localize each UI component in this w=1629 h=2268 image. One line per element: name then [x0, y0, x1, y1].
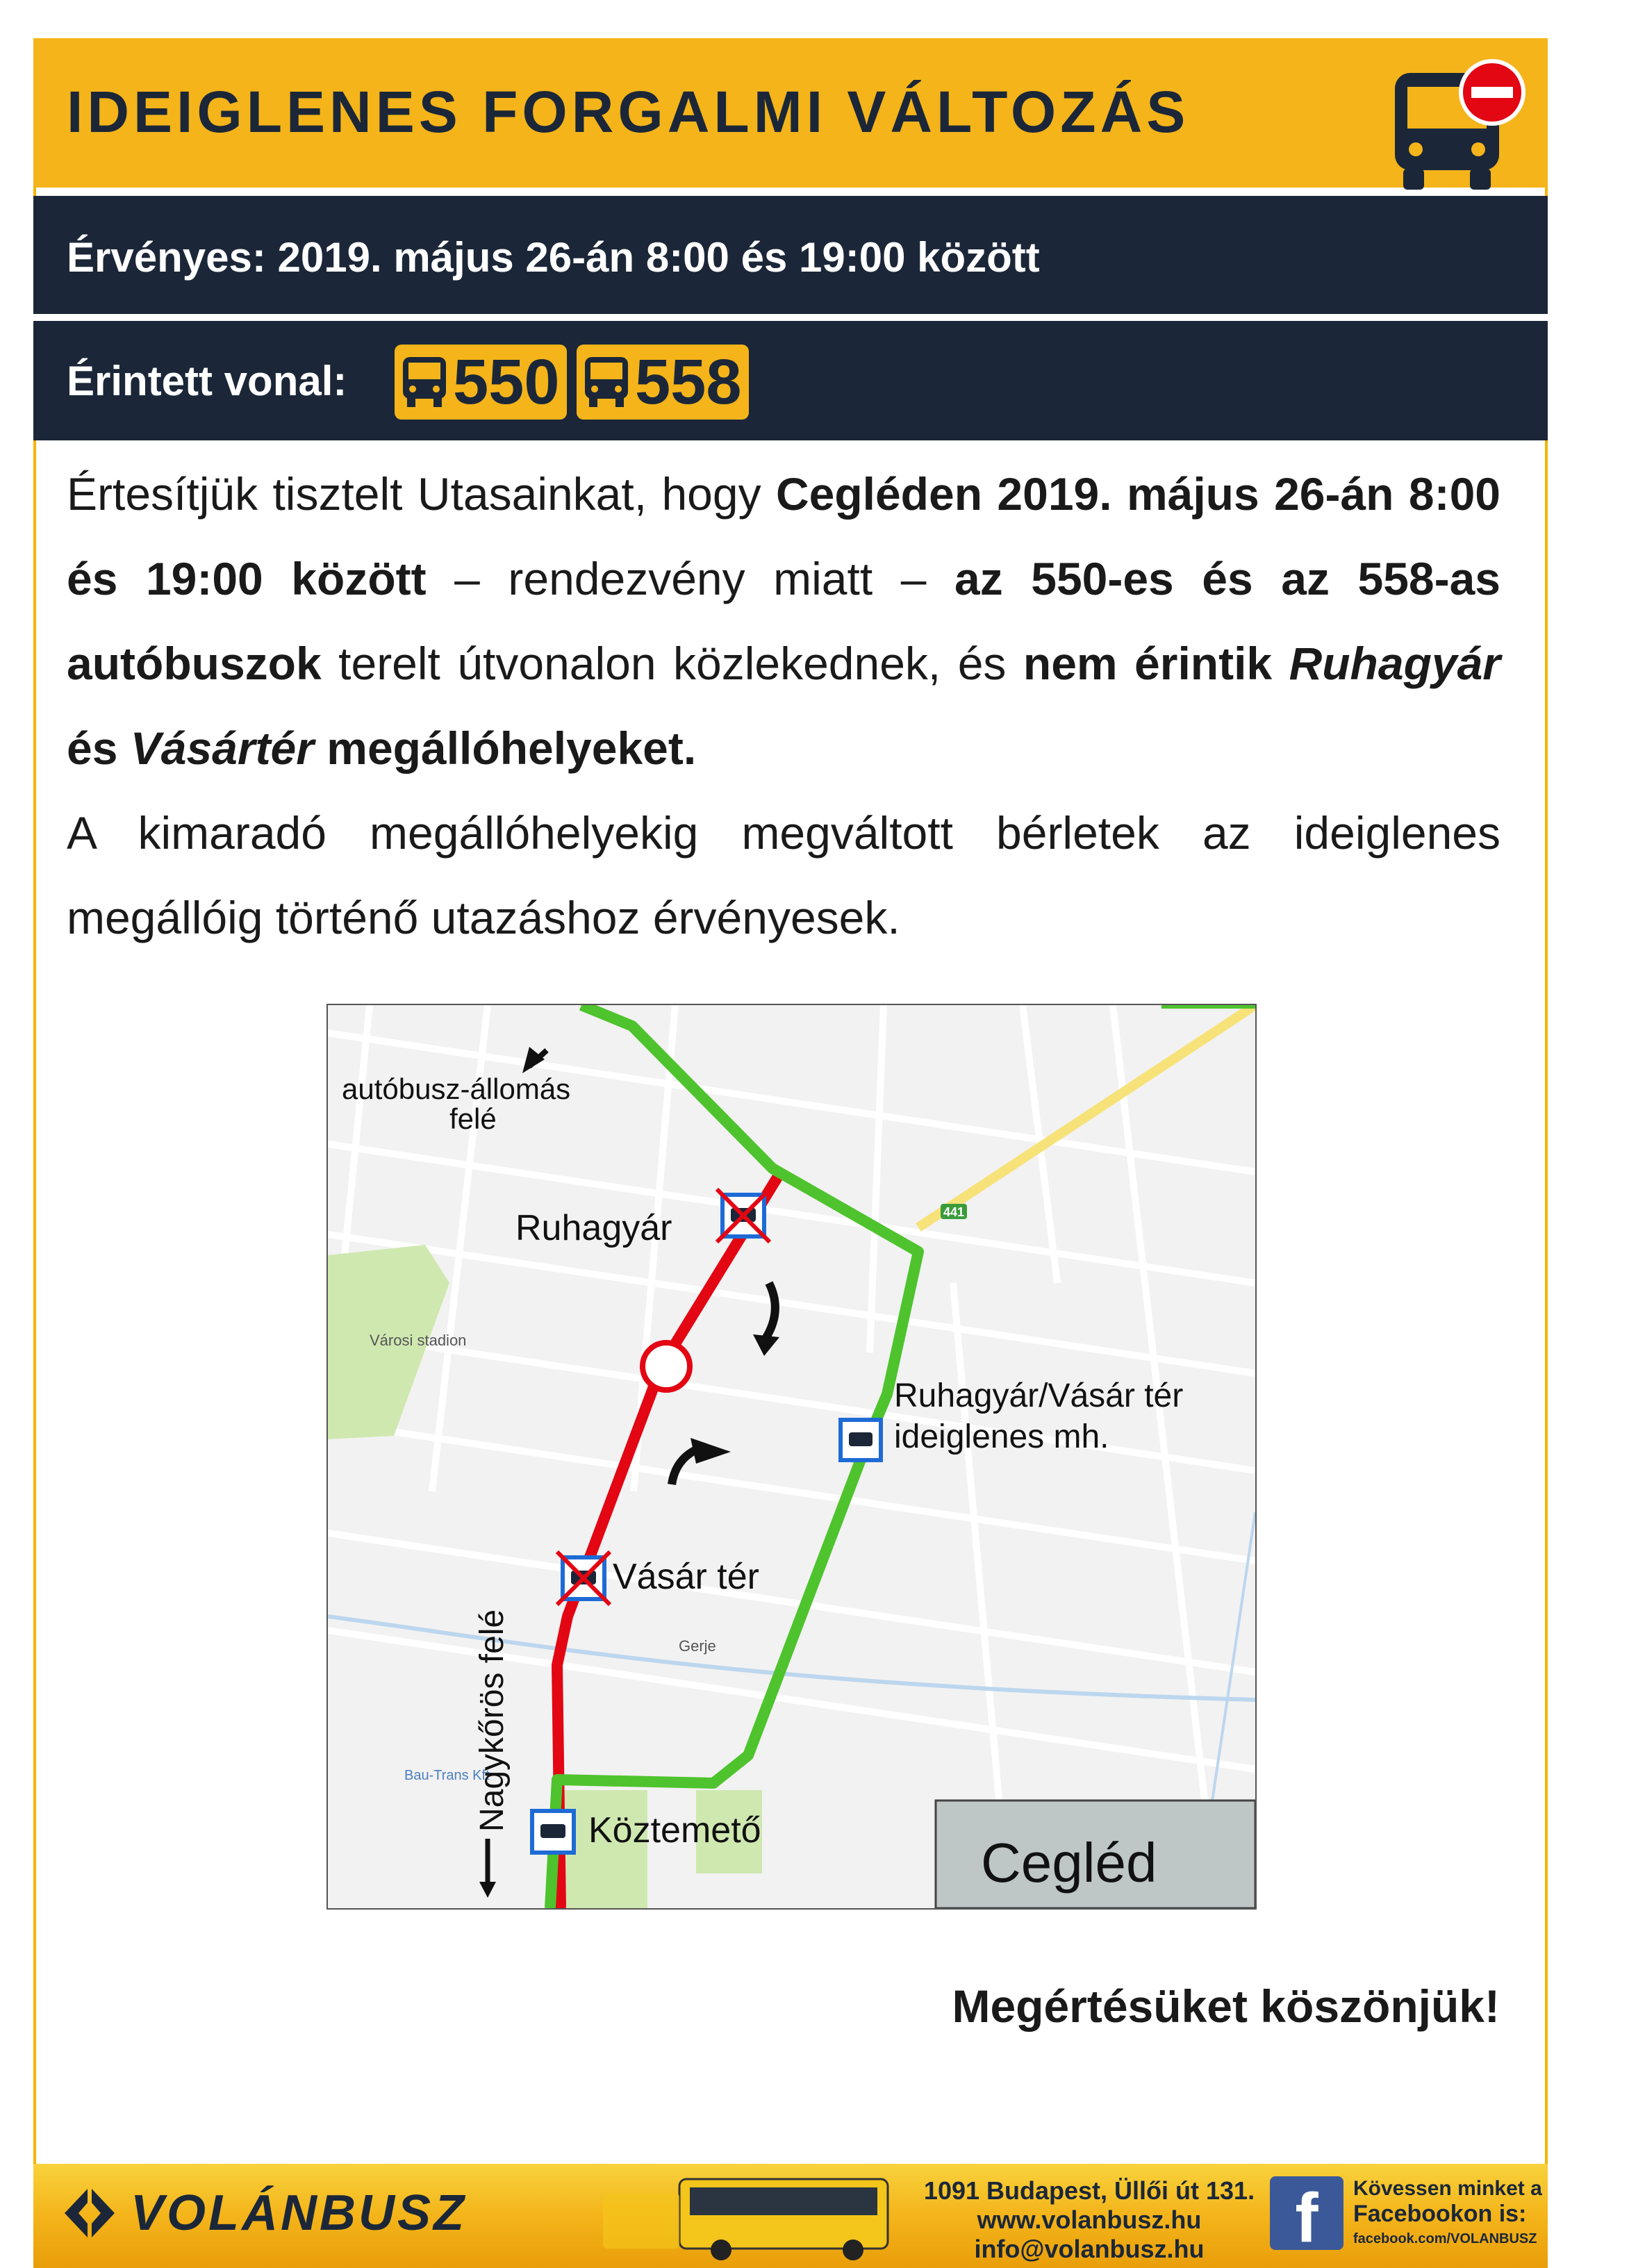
- stop-vasarter-icon: [557, 1552, 610, 1605]
- route-map: [326, 1004, 1257, 1910]
- stadium-label: Városi stadion: [370, 1332, 467, 1349]
- validity-text: Érvényes: 2019. május 26-án 8:00 és 19:00 között: [67, 234, 1040, 281]
- facebook-link[interactable]: facebook.com/VOLANBUSZ: [1353, 2231, 1537, 2246]
- stop-ruhagyar-icon: [717, 1189, 770, 1242]
- bus-no-entry-icon: [1388, 52, 1527, 198]
- stop-temporary-label: Ruhagyár/Vásár tér: [894, 1377, 1184, 1414]
- brand-name: VOLÁNBUSZ: [131, 2185, 467, 2241]
- stop-temporary-icon: [841, 1420, 881, 1460]
- facebook-text: [1353, 2176, 1542, 2251]
- stop-temporary-label-2: ideiglenes mh.: [894, 1418, 1109, 1455]
- title-bar: [33, 38, 1548, 188]
- facebook-line-2: Facebookon is:: [1353, 2201, 1527, 2227]
- divider: [33, 314, 1548, 321]
- route-badge-550: [395, 345, 567, 420]
- facebook-block: [1270, 2176, 1542, 2257]
- arrow-up-left-icon: [522, 1047, 547, 1073]
- creek-label: Gerje: [679, 1637, 716, 1655]
- footer: [33, 2164, 1548, 2268]
- stop-koztemeto-icon: [532, 1811, 574, 1853]
- bus-icon: [400, 353, 449, 411]
- nagykoros-direction-label: Nagykőrös felé: [474, 1609, 511, 1832]
- route-label: Érintett vonal:: [67, 358, 347, 404]
- arrow-down-icon: [479, 1839, 496, 1898]
- facebook-icon[interactable]: f: [1270, 2176, 1343, 2250]
- closing-text: Megértésüket köszönjük!: [952, 1980, 1500, 2032]
- route-number: 558: [635, 346, 742, 417]
- volanbusz-logo-icon: [61, 2185, 117, 2241]
- facebook-line-1: Kövessen minket a: [1353, 2177, 1542, 2200]
- route-bar: [33, 321, 1548, 440]
- bus-illustration-icon: [575, 2172, 895, 2262]
- notice-paragraph-2: A kimaradó megállóhelyekig megváltott bérletek az ideiglenes megállóig történő utazáshoz érvényesek.: [67, 807, 1500, 943]
- road-441-label: 441: [943, 1205, 965, 1219]
- stop-koztemeto-label: Köztemető: [588, 1810, 761, 1851]
- validity-bar: [33, 196, 1548, 314]
- route-number: 550: [453, 346, 560, 417]
- map-drawing: [328, 1005, 1255, 1908]
- stop-ruhagyar-label: Ruhagyár: [515, 1208, 672, 1248]
- no-entry-sign-icon: [643, 1343, 690, 1390]
- contact-info: [895, 2176, 1284, 2264]
- notice-text: [67, 452, 1500, 960]
- website-link[interactable]: www.volanbusz.hu: [977, 2205, 1202, 2234]
- detour-arrow-down-icon: [753, 1283, 779, 1356]
- station-direction-label-2: felé: [449, 1102, 497, 1135]
- page-title: IDEIGLENES FORGALMI VÁLTOZÁS: [67, 79, 1190, 144]
- volanbusz-logo: [61, 2185, 467, 2242]
- company-label: Bau-Trans Kft: [404, 1768, 490, 1783]
- email-link[interactable]: info@volanbusz.hu: [974, 2235, 1205, 2263]
- road-441: [918, 1005, 1255, 1227]
- notice-paragraph-1: Értesítjük tisztelt Utasainkat, hogy Cegléden 2019. május 26-án 8:00 és 19:00 között – rendezvény miatt – az 550-es és az 558-as autóbuszok terelt útvonalon közlekednek, és nem érintik Ruhagyár és Vásártér megállóhelyeket.: [67, 468, 1500, 774]
- city-label: Cegléd: [981, 1832, 1157, 1894]
- address-text: 1091 Budapest, Üllői út 131.: [923, 2176, 1255, 2205]
- route-badge-558: [577, 345, 749, 420]
- station-direction-label: autóbusz-állomás: [342, 1073, 571, 1105]
- bus-icon: [582, 353, 631, 411]
- stop-vasarter-label: Vásár tér: [613, 1557, 759, 1597]
